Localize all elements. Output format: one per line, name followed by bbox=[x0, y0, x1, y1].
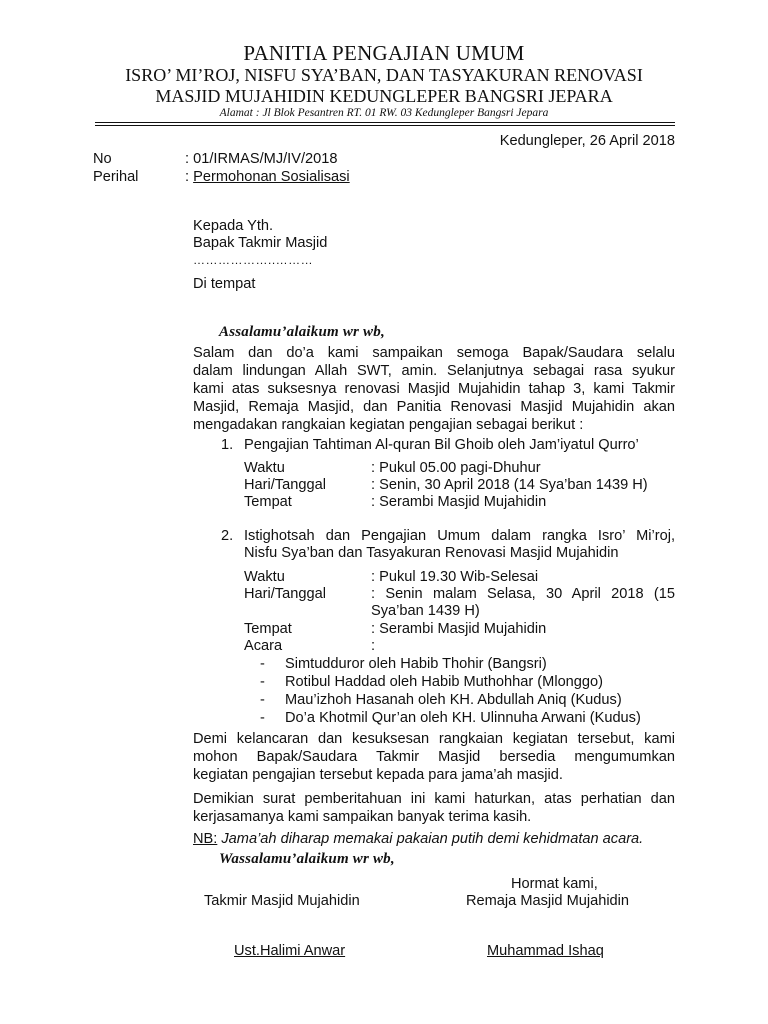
event-1-time-label: Waktu bbox=[244, 460, 285, 476]
program-bullet: - bbox=[260, 674, 265, 690]
subject-label: Perihal bbox=[93, 169, 139, 185]
closing-2-line: kerjasamanya kami sampaikan banyak terima kasih. bbox=[193, 809, 532, 825]
intro-line: dalam lindungan Allah SWT, amin. Selanjutnya sebagai rasa syukur bbox=[193, 363, 675, 379]
recipient-name: Bapak Takmir Masjid bbox=[193, 235, 328, 251]
subject-colon: : bbox=[185, 169, 194, 185]
program-item: Mau’izhoh Hasanah oleh KH. Abdullah Aniq (Kudus) bbox=[285, 692, 622, 708]
event-2-title-line: Nisfu Sya’ban dan Tasyakuran Renovasi Masjid Mujahidin bbox=[244, 545, 619, 561]
event-2-time-label: Waktu bbox=[244, 569, 285, 585]
event-2-time-value: : Pukul 19.30 Wib-Selesai bbox=[371, 569, 539, 585]
program-item: Simtudduror oleh Habib Thohir (Bangsri) bbox=[285, 656, 547, 672]
letterhead-title: PANITIA PENGAJIAN UMUM bbox=[243, 41, 525, 65]
number-value: : 01/IRMAS/MJ/IV/2018 bbox=[185, 151, 338, 167]
opening-greeting: Assalamu’alaikum wr wb, bbox=[219, 324, 385, 340]
letterhead-subtitle-2: MASJID MUJAHIDIN KEDUNGLEPER BANGSRI JEPARA bbox=[155, 86, 613, 106]
event-1-place-label: Tempat bbox=[244, 494, 292, 510]
number-label: No bbox=[93, 151, 112, 167]
event-1-title: Pengajian Tahtiman Al-quran Bil Ghoib oleh Jam’iyatul Qurro’ bbox=[244, 437, 639, 453]
program-item: Do’a Khotmil Qur’an oleh KH. Ulinnuha Arwani (Kudus) bbox=[285, 710, 641, 726]
signatory-right-name: Muhammad Ishaq bbox=[487, 943, 604, 959]
event-2-date-value: : Senin malam Selasa, 30 April 2018 (15 bbox=[371, 586, 675, 602]
subject-value: Permohonan Sosialisasi bbox=[193, 169, 350, 185]
note-label: NB: bbox=[193, 831, 218, 847]
intro-line: mengadakan rangkaian kegiatan pengajian sebagai berikut : bbox=[193, 417, 584, 433]
program-bullet: - bbox=[260, 656, 265, 672]
event-2-place-value: : Serambi Masjid Mujahidin bbox=[371, 621, 547, 637]
program-bullet: - bbox=[260, 692, 265, 708]
letterhead-rule-thin bbox=[95, 125, 675, 126]
intro-line: Masjid, Remaja Masjid, dan Panitia Renovasi Masjid Mujahidin akan bbox=[193, 399, 675, 415]
letterhead-address: Alamat : Jl Blok Pesantren RT. 01 RW. 03 Kedungleper Bangsri Jepara bbox=[219, 107, 549, 119]
closing-greeting: Wassalamu’alaikum wr wb, bbox=[219, 851, 395, 867]
subject-value-line bbox=[185, 169, 350, 185]
program-bullet: - bbox=[260, 710, 265, 726]
event-2-title-line: Istighotsah dan Pengajian Umum dalam rangka Isro’ Mi’roj, bbox=[244, 528, 675, 544]
event-2-date-value-cont: Sya’ban 1439 H) bbox=[371, 603, 480, 619]
event-2-date-label: Hari/Tanggal bbox=[244, 586, 326, 602]
closing-1-line: kegiatan pengajian tersebut kepada para jama’ah masjid. bbox=[193, 767, 563, 783]
note bbox=[193, 831, 643, 847]
closing-2-line: Demikian surat pemberitahuan ini kami haturkan, atas perhatian dan bbox=[193, 791, 675, 807]
note-text: Jama’ah diharap memakai pakaian putih demi kehidmatan acara. bbox=[217, 831, 644, 847]
event-1-date-value: : Senin, 30 April 2018 (14 Sya’ban 1439 H) bbox=[371, 477, 648, 493]
event-1-place-value: : Serambi Masjid Mujahidin bbox=[371, 494, 547, 510]
signatory-left-org: Takmir Masjid Mujahidin bbox=[204, 893, 360, 909]
intro-line: Salam dan do’a kami sampaikan semoga Bapak/Saudara selalu bbox=[193, 345, 675, 361]
regards: Hormat kami, bbox=[511, 876, 598, 892]
recipient-blank: ………………..……… bbox=[193, 253, 314, 267]
recipient-salutation: Kepada Yth. bbox=[193, 218, 274, 234]
letter-date: Kedungleper, 26 April 2018 bbox=[499, 133, 675, 149]
event-2-place-label: Tempat bbox=[244, 621, 292, 637]
event-2-program-label: Acara bbox=[244, 638, 283, 654]
event-1-number: 1. bbox=[221, 437, 234, 453]
closing-1-line: mohon Bapak/Saudara Takmir Masjid bersedia mengumumkan bbox=[193, 749, 675, 765]
event-2-program-value: : bbox=[371, 638, 376, 654]
signatory-left-name: Ust.Halimi Anwar bbox=[234, 943, 346, 959]
intro-line: kami atas suksesnya renovasi Masjid Mujahidin tahap 3, kami Takmir bbox=[193, 381, 675, 397]
event-1-date-label: Hari/Tanggal bbox=[244, 477, 326, 493]
closing-1-line: Demi kelancaran dan kesuksesan rangkaian kegiatan tersebut, kami bbox=[193, 731, 675, 747]
signatory-right-org: Remaja Masjid Mujahidin bbox=[466, 893, 630, 909]
program-item: Rotibul Haddad oleh Habib Muthohhar (Mlonggo) bbox=[285, 674, 604, 690]
event-2-number: 2. bbox=[221, 528, 234, 544]
letterhead-subtitle-1: ISRO’ MI’ROJ, NISFU SYA’BAN, DAN TASYAKURAN RENOVASI bbox=[125, 65, 643, 85]
recipient-place: Di tempat bbox=[193, 276, 256, 292]
event-1-time-value: : Pukul 05.00 pagi-Dhuhur bbox=[371, 460, 541, 476]
letterhead-rule-thick bbox=[95, 122, 675, 123]
